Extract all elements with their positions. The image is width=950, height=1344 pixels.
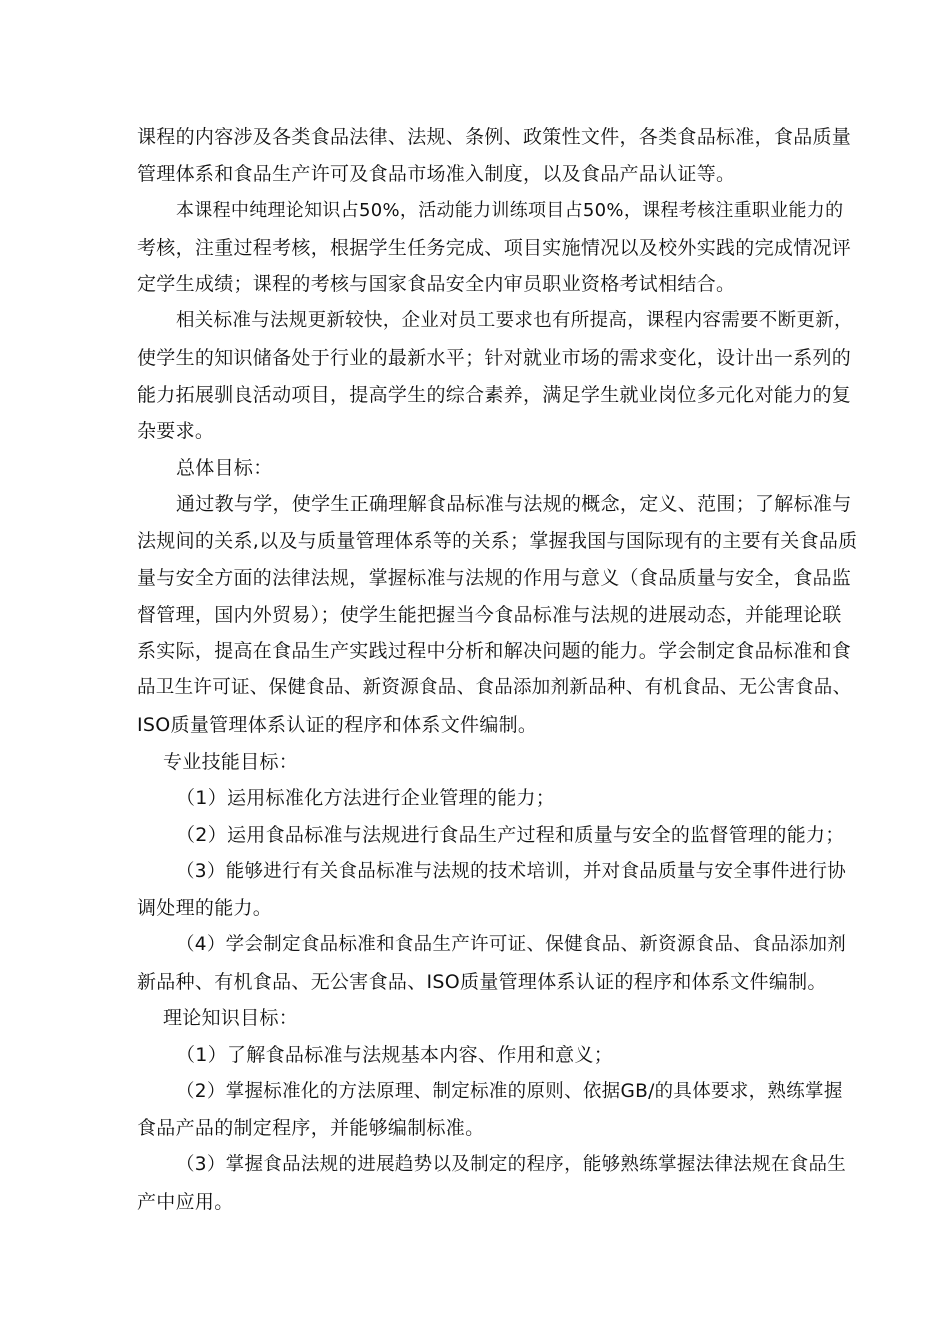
text-line: 考核，注重过程考核，根据学生任务完成、项目实施情况以及校外实践的完成情况评 xyxy=(137,237,852,259)
list-item: （3）掌握食品法规的进展趋势以及制定的程序，能够熟练掌握法律法规在食品生 xyxy=(176,1154,847,1175)
text-line: 管理体系和食品生产许可及食品市场准入制度，以及食品产品认证等。 xyxy=(137,163,736,185)
text-line: 定学生成绩；课程的考核与国家食品安全内审员职业资格考试相结合。 xyxy=(137,273,736,295)
section-heading: 总体目标： xyxy=(176,457,273,479)
text-line: 督管理，国内外贸易）；使学生能把握当今食品标准与法规的进展动态，并能理论联 xyxy=(137,604,842,626)
section-heading: 专业技能目标： xyxy=(163,751,299,773)
text-line: 新品种、有机食品、无公害食品、ISO质量管理体系认证的程序和体系文件编制。 xyxy=(137,971,827,993)
list-item: （4）学会制定食品标准和食品生产许可证、保健食品、新资源食品、食品添加剂 xyxy=(176,934,847,955)
text-line: 品卫生许可证、保健食品、新资源食品、食品添加剂新品种、有机食品、无公害食品、 xyxy=(137,677,852,698)
text-line: 能力拓展驯良活动项目，提高学生的综合素养，满足学生就业岗位多元化对能力的复 xyxy=(137,384,852,406)
text-line: 通过教与学，使学生正确理解食品标准与法规的概念，定义、范围；了解标准与 xyxy=(176,493,852,515)
section-heading: 理论知识目标： xyxy=(163,1007,299,1029)
text-line: 产中应用。 xyxy=(137,1191,234,1213)
list-item: （2）掌握标准化的方法原理、制定标准的原则、依据GB/的具体要求，熟练掌握 xyxy=(176,1081,843,1102)
text-line: ISO质量管理体系认证的程序和体系文件编制。 xyxy=(137,714,538,736)
text-line: 本课程中纯理论知识占50%，活动能力训练项目占50%，课程考核注重职业能力的 xyxy=(176,200,844,221)
list-item: （3）能够进行有关食品标准与法规的技术培训，并对食品质量与安全事件进行协 xyxy=(176,861,847,882)
text-line: 使学生的知识储备处于行业的最新水平；针对就业市场的需求变化，设计出一系列的 xyxy=(137,347,852,369)
text-line: 量与安全方面的法律法规，掌握标准与法规的作用与意义（食品质量与安全，食品监 xyxy=(137,567,852,589)
text-line: 相关标准与法规更新较快，企业对员工要求也有所提高，课程内容需要不断更新， xyxy=(176,310,853,331)
text-line: 调处理的能力。 xyxy=(137,897,273,919)
list-item: （1）了解食品标准与法规基本内容、作用和意义； xyxy=(176,1044,613,1066)
list-item: （2）运用食品标准与法规进行食品生产过程和质量与安全的监督管理的能力； xyxy=(176,824,845,846)
text-line: 课程的内容涉及各类食品法律、法规、条例、政策性文件，各类食品标准，食品质量 xyxy=(137,126,852,148)
text-line: 系实际，提高在食品生产实践过程中分析和解决问题的能力。学会制定食品标准和食 xyxy=(137,640,852,662)
text-line: 杂要求。 xyxy=(137,420,215,442)
list-item: （1）运用标准化方法进行企业管理的能力； xyxy=(176,787,556,809)
text-line: 食品产品的制定程序，并能够编制标准。 xyxy=(137,1117,485,1139)
text-line: 法规间的关系,以及与质量管理体系等的关系；掌握我国与国际现有的主要有关食品质 xyxy=(137,530,858,552)
